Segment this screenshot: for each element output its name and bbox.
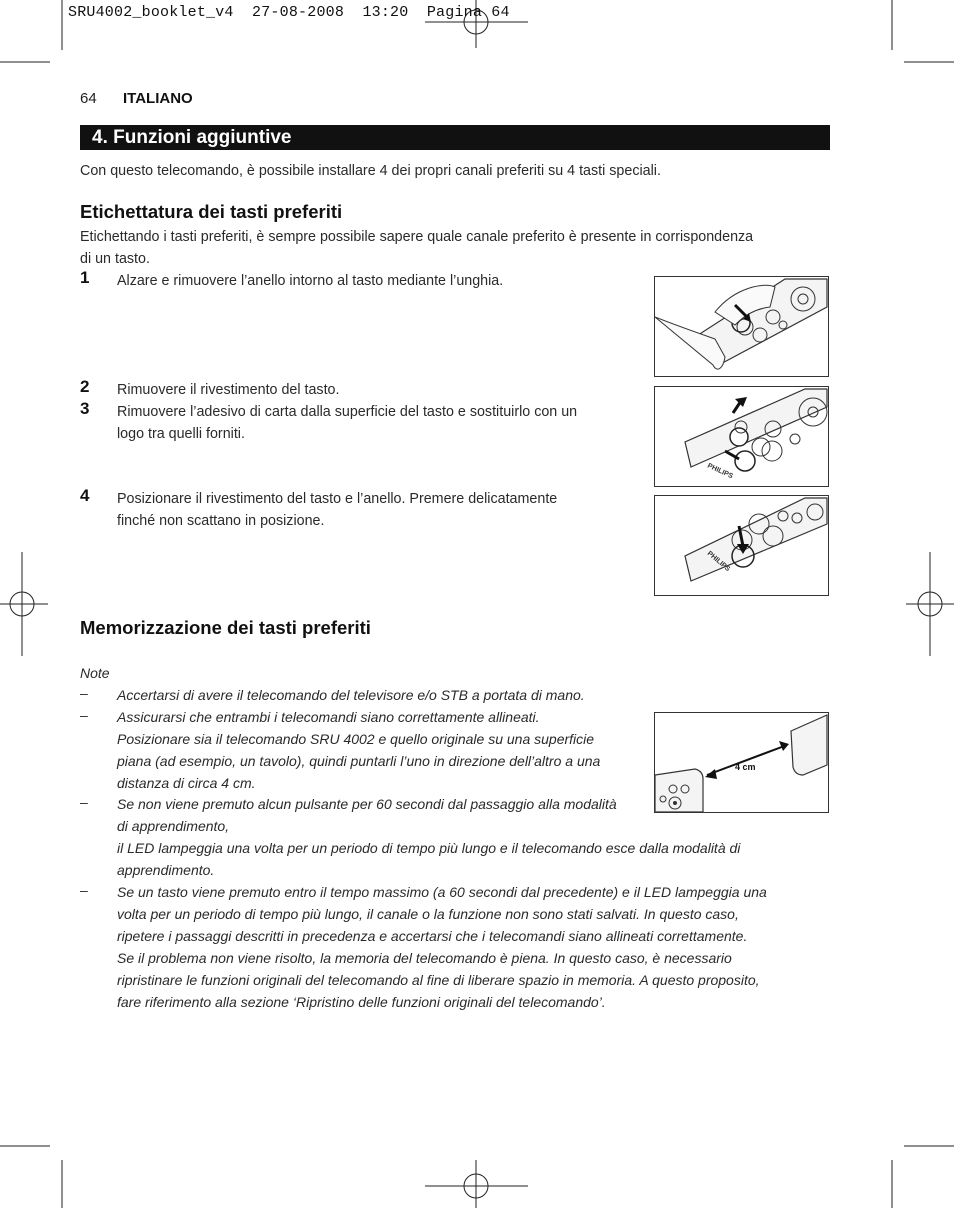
step-number: 2 xyxy=(80,377,90,396)
memorize-heading: Memorizzazione dei tasti preferiti xyxy=(80,617,371,638)
brand-text: PHILIPS xyxy=(706,462,734,481)
note-line: di apprendimento, xyxy=(117,818,230,834)
labeling-heading: Etichettatura dei tasti preferiti xyxy=(80,201,343,222)
note-line: apprendimento. xyxy=(117,862,215,878)
note-line: Posizionare sia il telecomando SRU 4002 e quello originale su una superficie xyxy=(117,731,595,747)
note-line: ripetere i passaggi descritti in precedenza e accertarsi che i telecomandi siano allineati correttamente. xyxy=(117,928,748,944)
note-line: volta per un periodo di tempo più lungo, il canale o la funzione non sono stati salvati. In questo caso, xyxy=(117,906,739,922)
step-text: Rimuovere l’adesivo di carta dalla superficie del tasto e sostituirlo con un xyxy=(117,404,578,420)
note-line: Se non viene premuto alcun pulsante per 60 secondi dal passaggio alla modalità xyxy=(117,796,617,812)
note-dash: – xyxy=(80,882,88,898)
note-line: il LED lampeggia una volta per un periodo di tempo più lungo e il telecomando esce dalla modalità di xyxy=(117,840,741,856)
step-number: 1 xyxy=(80,268,90,287)
note-line: Se il problema non viene risolto, la memoria del telecomando è piena. In questo caso, è necessario xyxy=(117,950,732,966)
step-text: finché non scattano in posizione. xyxy=(117,513,325,529)
note-dash: – xyxy=(80,794,88,810)
step-text: Alzare e rimuovere l’anello intorno al tasto mediante l’unghia. xyxy=(117,273,504,289)
labeling-text-line2: di un tasto. xyxy=(80,251,150,267)
figure-step4 xyxy=(654,495,829,596)
language-label: ITALIANO xyxy=(123,90,193,107)
section-title: 4. Funzioni aggiuntive xyxy=(92,127,292,148)
figure-step2-3 xyxy=(654,386,829,487)
note-dash: – xyxy=(80,685,88,701)
note-label: Note xyxy=(80,665,110,681)
print-slug: SRU4002_booklet_v4 27-08-2008 13:20 Pagina 64 xyxy=(68,4,510,21)
figure-remotes-distance xyxy=(654,712,829,813)
section-title-bar xyxy=(80,125,830,150)
labeling-text-line1: Etichettando i tasti preferiti, è sempre possibile sapere quale canale preferito è presente in corrispondenza xyxy=(80,229,754,245)
figure-step1 xyxy=(654,276,829,377)
note-line: Se un tasto viene premuto entro il tempo massimo (a 60 secondi dal precedente) e il LED lampeggia una xyxy=(117,884,767,900)
note-line: piana (ad esempio, un tavolo), quindi puntarli l’uno in direzione dell’altro a una xyxy=(117,753,601,769)
note-line: Accertarsi di avere il telecomando del televisore e/o STB a portata di mano. xyxy=(117,687,585,703)
note-line: distanza di circa 4 cm. xyxy=(117,775,256,791)
step-number: 3 xyxy=(80,399,90,418)
brand-text: PHILIPS xyxy=(705,550,732,574)
note-line: fare riferimento alla sezione ‘Ripristino delle funzioni originali del telecomando’. xyxy=(117,994,606,1010)
step-number: 4 xyxy=(80,486,90,505)
note-line: Assicurarsi che entrambi i telecomandi siano correttamente allineati. xyxy=(117,709,540,725)
page-number: 64 xyxy=(80,90,97,107)
intro-text: Con questo telecomando, è possibile installare 4 dei propri canali preferiti su 4 tasti speciali. xyxy=(80,163,661,179)
note-line: ripristinare le funzioni originali del telecomando al fine di liberare spazio in memoria. A questo proposito, xyxy=(117,972,760,988)
step-text: logo tra quelli forniti. xyxy=(117,426,245,442)
step-text: Posizionare il rivestimento del tasto e l’anello. Premere delicatamente xyxy=(117,491,558,507)
note-dash: – xyxy=(80,707,88,723)
step-text: Rimuovere il rivestimento del tasto. xyxy=(117,382,340,398)
distance-label: 4 cm xyxy=(735,762,756,772)
